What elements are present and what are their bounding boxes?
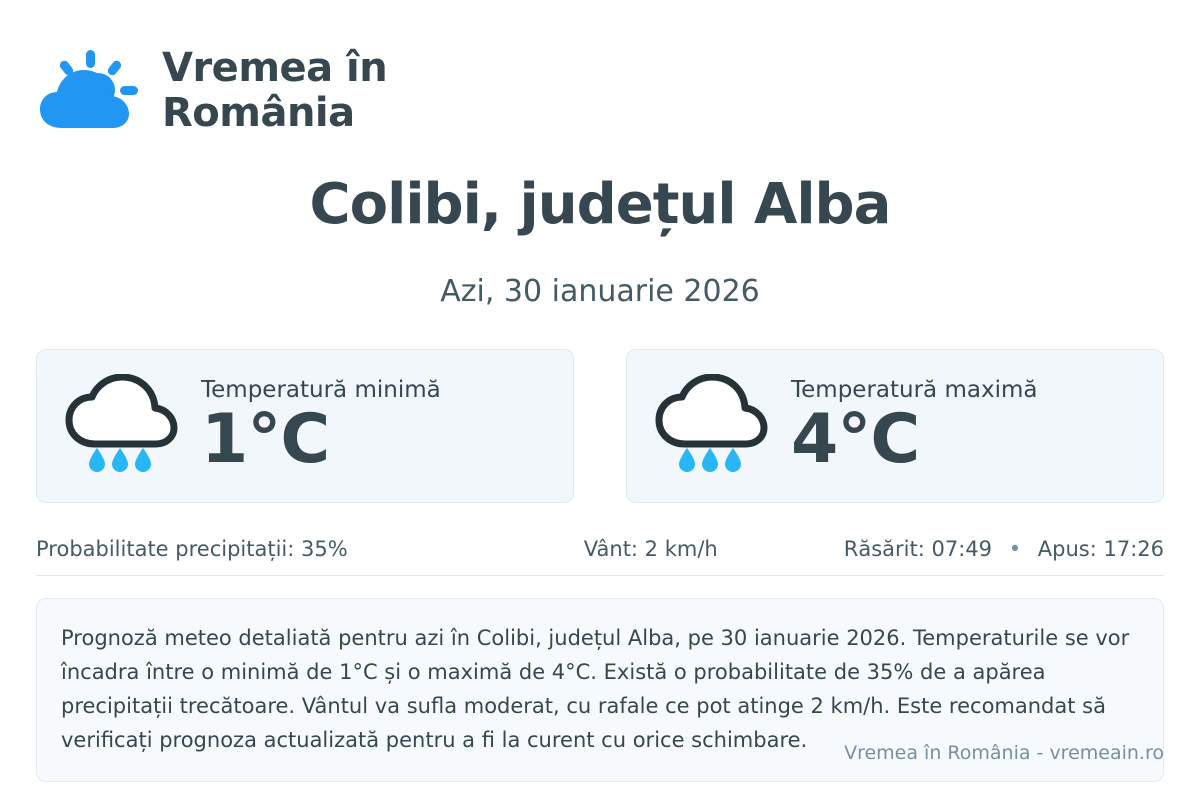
brand-header (36, 0, 1164, 136)
cloud-with-rain-icon (653, 374, 769, 478)
brand-title-line2: România (162, 89, 355, 136)
stat-separator: • (1008, 537, 1022, 562)
card-temperature-max (626, 349, 1164, 503)
brand-title (162, 46, 387, 136)
cloud-with-rain-icon (63, 374, 179, 478)
stat-wind: Vânt: 2 km/h (583, 537, 718, 562)
card-value-min: 1°C (201, 400, 330, 480)
card-label-max: Temperatură maximă (791, 377, 1038, 404)
stat-sun-times (792, 537, 1164, 561)
stat-sunrise: Răsărit: 07:49 (843, 537, 993, 562)
stat-precipitation: Probabilitate precipitații: 35% (36, 537, 348, 562)
weather-stats-row (36, 537, 1164, 576)
stat-sunset: Apus: 17:26 (1037, 537, 1164, 562)
forecast-summary: Prognoză meteo detaliată pentru azi în Colibi, județul Alba, pe 30 ianuarie 2026. Temperaturile se vor încadra între o minimă de 1°C și o maximă de 4°C. Există o probabilitate de 35% de a apărea precipitații trecătoare. Vântul va sufla moderat, cu rafale ce pot atinge 2 km/h. Este recomandat să verificați prognoza actualizată pentru a fi la curent cu orice schimbare. (36, 598, 1164, 782)
footer-credit: Vremea în România - vremeain.ro (844, 742, 1164, 764)
card-temperature-min (36, 349, 574, 503)
brand-title-line1: Vremea în (162, 45, 388, 91)
temperature-cards (36, 349, 1164, 503)
card-value-max: 4°C (791, 400, 920, 480)
card-label-min: Temperatură minimă (201, 377, 441, 404)
sun-behind-cloud-icon (36, 48, 144, 134)
page-title: Colibi, județul Alba (309, 171, 891, 237)
forecast-date: Azi, 30 ianuarie 2026 (440, 274, 760, 310)
